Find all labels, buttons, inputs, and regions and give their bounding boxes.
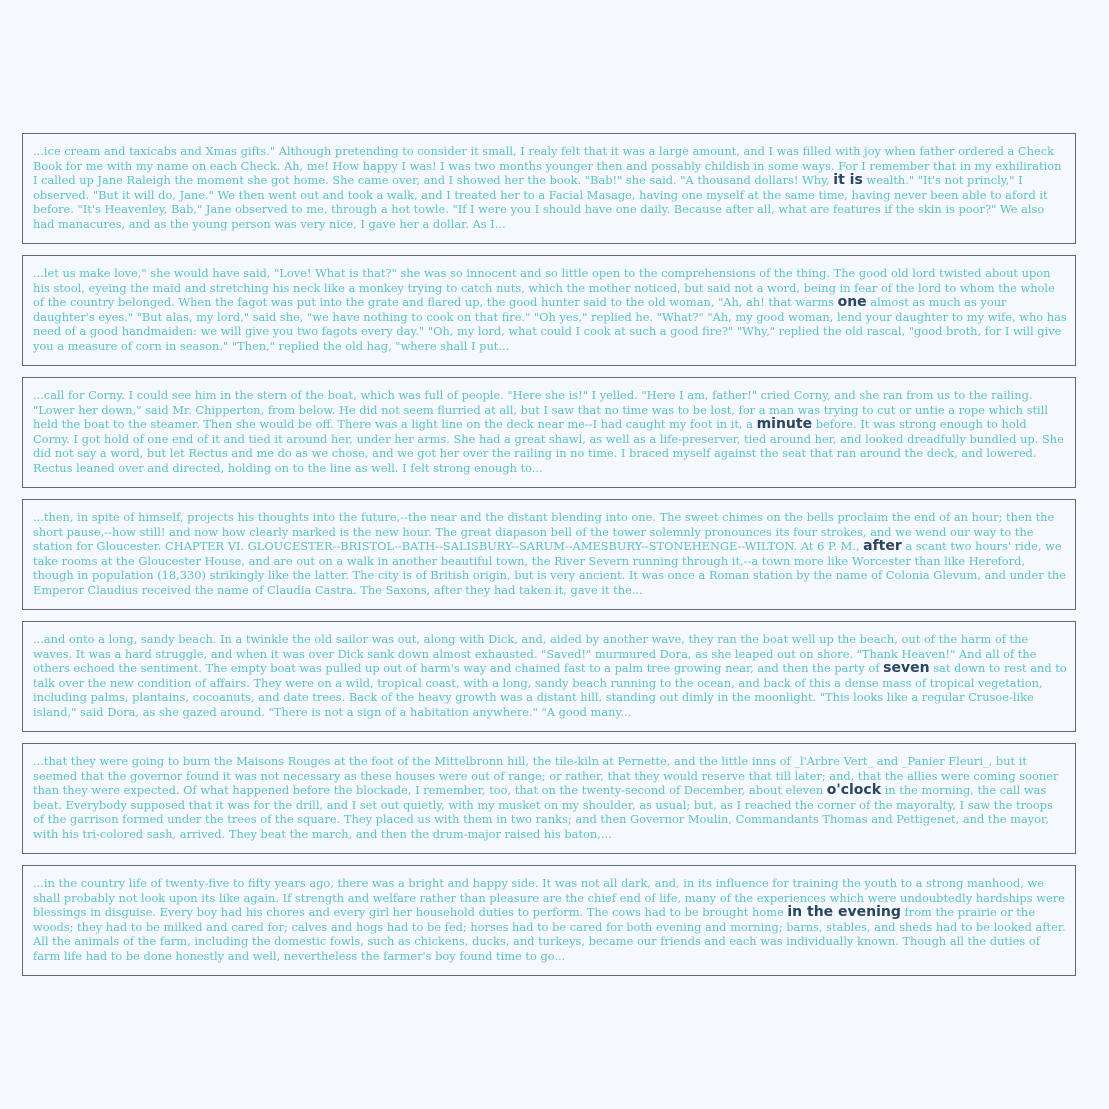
excerpt-panel — [22, 621, 1076, 732]
excerpt-text: ...ice cream and taxicabs and Xmas gifts." Although pretending to consider it small, I realy felt that it was a large amount, and I was filled with joy when father ordered a Check Book for me with my name on each Check. Ah, me! How happy I was! I was two months younger then and possably childish in some ways. For I remember that in my exhiliration I called up Jane Raleigh the moment she got home. She came over, and I showed her the book. "Bab!" she said. "A thousand dollars! Why, it is wealth." "It's not princly," I observed. "But it will do, Jane." We then went out and took a walk, and I treated her to a Facial Masage, having one myself at the same time, having never been able to aford it before. "It's Heavenley, Bab," Jane observed to me, through a hot towle. "If I were you I should have one daily. Because after all, what are features if the skin is poor?" We also had manacures, and as the young person was very nice, I gave her a dollar. As I... — [33, 144, 1062, 231]
keyword-highlight: in the evening — [787, 904, 901, 921]
keyword-highlight: minute — [756, 416, 813, 433]
excerpt-panel — [22, 743, 1076, 854]
excerpt-text: ...in the country life of twenty-five to fifty years ago, there was a bright and happy side. It was not all dark, and, in its influence for training the youth to a strong manhood, we shall probably not look upon its like again. If strength and welfare rather than pleasure are the chief end of life, many of the experiences which were undoubtedly hardships were blessings in disguise. Every boy had his chores and every girl her household duties to perform. The cows had to be brought home in the evening from the prairie or the woods; they had to be milked and cared for; calves and hogs had to be fed; horses had to be cared for both evening and morning; barns, stables, and sheds had to be looked after. All the animals of the farm, including the domestic fowls, such as chickens, ducks, and turkeys, became our friends and each was individually known. Though all the duties of farm life had to be done honestly and well, nevertheless the farmer's boy found time to go... — [33, 876, 1066, 963]
excerpt-panel — [22, 499, 1076, 610]
excerpt-text: ...that they were going to burn the Maisons Rouges at the foot of the Mittelbronn hill, the tile-kiln at Pernette, and the little inns of _l'Arbre Vert_ and _Panier Fleuri_, but it seemed that the governor found it was not necessary as these houses were out of range; or rather, that they would reserve that till later; and, that the allies were coming sooner than they were expected. Of what happened before the blockade, I remember, too, that on the twenty-second of December, about eleven o'clock in the morning, the call was beat. Everybody supposed that it was for the drill, and I set out quietly, with my musket on my shoulder, as usual; but, as I reached the corner of the mayoralty, I saw the troops of the garrison formed under the trees of the square. They placed us with them in two ranks; and then Governor Moulin, Commandants Thomas and Pettigenet, and the mayor, with his tri-colored sash, arrived. They beat the march, and then the drum-major raised his baton,... — [33, 754, 1059, 841]
excerpt-text: ...then, in spite of himself, projects his thoughts into the future,--the near and the distant blending into one. The sweet chimes on the bells proclaim the end of an hour; then the short pause,--how still! and now how clearly marked is the new hour. The great diapason bell of the tower solemnly pronounces its four strokes, and we wend our way to the station for Gloucester. CHAPTER VI. GLOUCESTER--BRISTOL--BATH--SALISBURY--SARUM--AMESBURY--STONEHENGE--WILTON. At 6 P. M., after a scant two hours' ride, we take rooms at the Gloucester House, and are out on a walk in another beautiful town, the River Severn running through it,--a town more like Worcester than like Hereford, though in population (18,330) strikingly like the latter. The city is of British origin, but is very ancient. It was once a Roman station by the name of Colonia Glevum, and under the Emperor Claudius received the name of Claudia Castra. The Saxons, after they had taken it, gave it the... — [33, 510, 1067, 597]
excerpt-panel — [22, 377, 1076, 488]
keyword-highlight: o'clock — [826, 782, 882, 799]
excerpt-text: ...and onto a long, sandy beach. In a twinkle the old sailor was out, along with Dick, and, aided by another wave, they ran the boat well up the beach, out of the harm of the waves. It was a hard struggle, and when it was over Dick sank down almost exhausted. "Saved!" murmured Dora, as she leaped out on shore. "Thank Heaven!" And all of the others echoed the sentiment. The empty boat was pulled up out of harm's way and chained fast to a palm tree growing near, and then the party of seven sat down to rest and to talk over the new condition of affairs. They were on a wild, tropical coast, with a long, sandy beach running to the ocean, and back of this a dense mass of tropical vegetation, including palms, plantains, cocoanuts, and date trees. Back of the heavy growth was a distant hill, standing out dimly in the moonlight. "This looks like a regular Crusoe-like island," said Dora, as she gazed around. "There is not a sign of a habitation anywhere." "A good many... — [33, 632, 1067, 719]
excerpt-panel — [22, 865, 1076, 976]
keyword-highlight: one — [837, 294, 867, 311]
excerpt-panel — [22, 133, 1076, 244]
keyword-highlight: after — [863, 538, 902, 555]
excerpt-text: ...call for Corny. I could see him in the stern of the boat, which was full of people. "Here she is!" I yelled. "Here I am, father!" cried Corny, and she ran from us to the railing. "Lower her down," said Mr. Chipperton, from below. He did not seem flurried at all, but I saw that no time was to be lost, for a man was trying to cut or untie a rope which still held the boat to the steamer. Then she would be off. There was a light line on the deck near me--I had caught my foot in it, a minute before. It was strong enough to hold Corny. I got hold of one end of it and tied it around her, under her arms. She had a great shawl, as well as a life-preserver, tied around her, and looked dreadfully bundled up. She did not say a word, but let Rectus and me do as we chose, and we got her over the railing in no time. I braced myself against the seat that ran around the deck, and lowered. Rectus leaned over and directed, holding on to the line as well. I felt strong enough to... — [33, 388, 1064, 475]
keyword-highlight: it is — [833, 172, 863, 189]
excerpt-text: ...let us make love," she would have said, "Love! What is that?" she was so innocent and so little open to the comprehensions of the thing. The good old lord twisted about upon his stool, eyeing the maid and stretching his neck like a monkey trying to catch nuts, which the mother noticed, but said not a word, being in fear of the lord to whom the whole of the country belonged. When the fagot was put into the grate and flared up, the good hunter said to the old woman, "Ah, ah! that warms one almost as much as your daughter's eyes." "But alas, my lord," said she, "we have nothing to cook on that fire." "Oh yes," replied he. "What?" "Ah, my good woman, lend your daughter to my wife, who has need of a good handmaiden: we will give you two fagots every day." "Oh, my lord, what could I cook at such a good fire?" "Why," replied the old rascal, "good broth, for I will give you a measure of corn in season." "Then," replied the old hag, "where shall I put... — [33, 266, 1067, 353]
excerpt-panel — [22, 255, 1076, 366]
keyword-highlight: seven — [883, 660, 930, 677]
